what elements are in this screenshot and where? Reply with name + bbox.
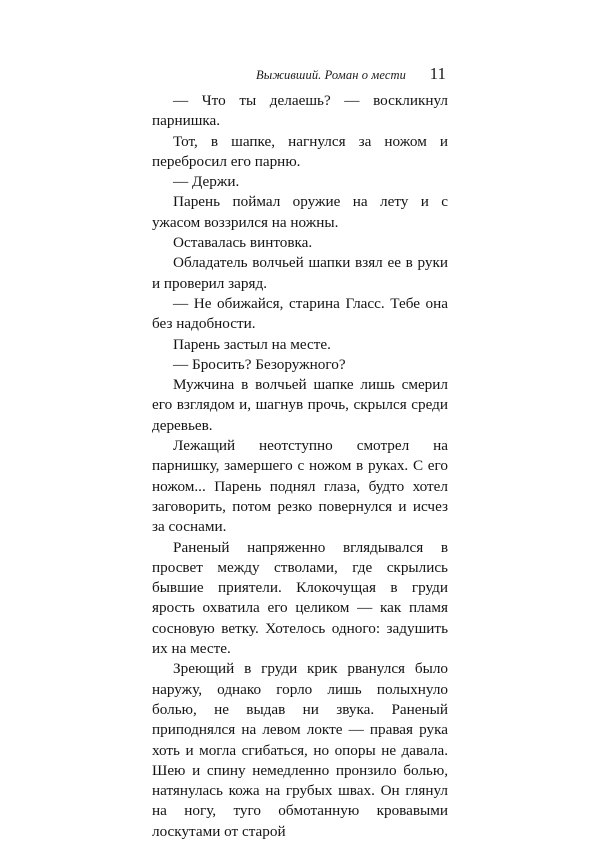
paragraph: Парень застыл на месте.	[173, 335, 331, 353]
page-number: 11	[429, 64, 446, 83]
paragraph: Оставалась винтовка.	[173, 234, 313, 252]
paragraph: — Держи.	[173, 173, 240, 191]
paragraph: — Что ты делаешь? — воскликнул парнишка.	[152, 92, 448, 130]
paragraph: Мужчина в волчьей шапке лишь смерил его взглядом и, шагнув прочь, скрылся среди деревьев.	[152, 376, 448, 434]
paragraph: — Не обижайся, старина Гласс. Тебе она без надобности.	[152, 294, 448, 333]
body-text	[152, 91, 448, 842]
running-title: Выживший. Роман о мести	[256, 68, 406, 82]
paragraph: Зреющий в груди крик рванулся было наружу, однако горло лишь полыхнуло болью, не выдав ни звука. Раненый приподнялся на левом локте — правая рука хоть и могла сгибаться, но опоры не давала. Шею и спину немедленно пронзило болью, натянулась кожа на грубых швах. Он глянул на ногу, туго обмотанную кровавыми лоскутами от старой	[152, 660, 448, 840]
paragraph: Тот, в шапке, нагнулся за ножом и перебросил его парню.	[152, 132, 448, 170]
paragraph: Обладатель волчьей шапки взял ее в руки и проверил заряд.	[152, 254, 448, 292]
paragraph: — Бросить? Безоружного?	[173, 355, 346, 373]
paragraph: Лежащий неотступно смотрел на парнишку, замершего с ножом в руках. С его ножом... Парень поднял глаза, будто хотел заговорить, потом резко повернулся и исчез за соснами.	[152, 437, 448, 536]
paragraph: Раненый напряженно вглядывался в просвет между стволами, где скрылись бывшие приятели. Клокочущая в груди ярость охватила его целиком — как пламя сосновую ветку. Хотелось одного: задушить их на месте.	[152, 538, 448, 658]
paragraph: Парень поймал оружие на лету и с ужасом воззрился на ножны.	[152, 193, 448, 231]
page-header	[150, 64, 446, 88]
